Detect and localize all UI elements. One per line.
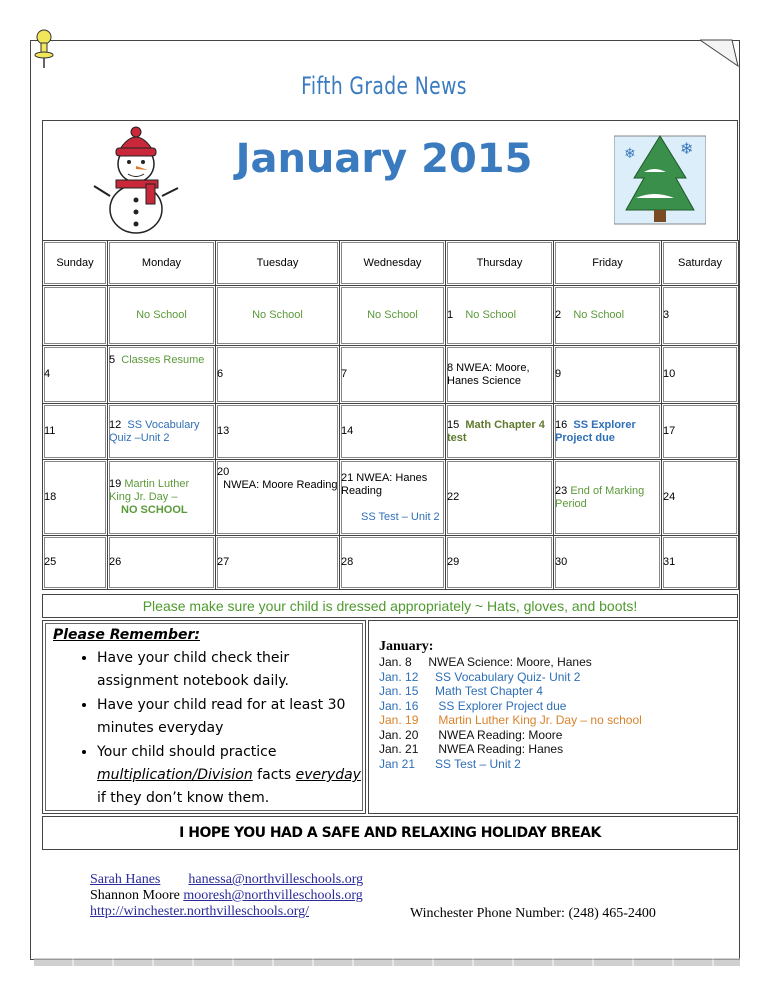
calendar-cell [446,460,554,536]
day-number: 10 [663,368,676,380]
calendar-cell [662,460,739,536]
list-item-text: facts [252,767,292,783]
event-text: 21 NWEA: Hanes Reading [341,471,428,497]
day-number: 31 [663,556,676,568]
calendar-cell [446,536,554,590]
day-number: 22 [447,491,460,503]
calendar-cell [216,404,340,460]
event-text: Martin Luther King Jr. Day – [109,478,190,503]
event-text: SS Explorer Project due [555,418,636,444]
event-item: Jan. 8 NWEA Science: Moore, Hanes [379,655,592,669]
list-item-text: if they don’t know them. [97,790,270,806]
teacher-name: Shannon Moore [90,888,180,903]
email-link[interactable]: mooresh@northvilleschools.org [183,888,363,903]
pushpin-icon [33,28,55,70]
day-number: 11 [44,425,56,437]
day-number: 5 [109,354,116,366]
day-header: Thursday [446,241,554,286]
calendar-week [43,536,739,590]
day-number: 7 [341,368,348,380]
calendar-week [43,404,739,460]
day-number: 14 [341,425,354,437]
event-text: No School [252,309,303,321]
event-text: Classes Resume [121,354,205,366]
calendar-week [43,460,739,536]
calendar-cell [216,460,340,536]
calendar-cell [446,346,554,404]
calendar-cell [340,404,446,460]
day-number: 15 [447,418,460,431]
teacher-name-link[interactable]: Sarah Hanes [90,872,161,887]
calendar-cell [43,286,108,346]
emphasis-text: everyday [295,767,361,783]
calendar-cell [216,536,340,590]
event-item: Jan. 16 SS Explorer Project due [379,698,567,713]
event-text: NO SCHOOL [121,504,188,516]
day-number: 16 [555,418,568,431]
calendar-cell [662,536,739,590]
day-number: 6 [217,368,224,380]
event-text: No School [573,309,625,321]
month-title: January 2015 [235,136,533,182]
svg-text:❄: ❄ [624,145,636,161]
event-text: No School [136,309,187,321]
event-text: 8 NWEA: Moore, Hanes Science [447,361,530,387]
event-item: Jan. 19 Martin Luther King Jr. Day – no school [379,713,642,727]
day-number: 18 [44,491,57,503]
event-text: No School [367,309,418,321]
day-number: 12 [109,418,122,431]
calendar-cell [554,286,662,346]
day-number: 23 [555,484,568,497]
calendar-cell [43,404,108,460]
event-text: SS Vocabulary Quiz –Unit 2 [109,418,200,444]
calendar-cell [108,286,216,346]
calendar-cell [43,536,108,590]
event-text: End of Marking Period [555,484,645,510]
january-events-box [368,620,738,814]
calendar-cell [662,346,739,404]
list-item: • Have your child read for at least 30 minutes everyday [97,694,365,740]
calendar-cell [554,346,662,404]
day-number: 13 [217,425,230,437]
calendar-cell [43,346,108,404]
holiday-banner: I HOPE YOU HAD A SAFE AND RELAXING HOLIDAY BREAK [42,816,738,850]
remember-list [43,647,365,810]
event-text: Math Chapter 4 test [447,418,545,444]
day-number: 28 [341,556,354,568]
remember-heading: Please Remember: [53,627,200,643]
list-item-text: Your child should practice [97,744,277,760]
event-list [369,655,737,771]
day-header: Monday [108,241,216,286]
calendar-header-row [43,241,739,286]
day-number: 24 [663,491,676,503]
event-text: SS Test – Unit 2 [361,510,440,523]
event-text: No School [465,309,517,321]
day-number: 20 [217,466,230,478]
calendar-cell [43,460,108,536]
calendar-cell [108,536,216,590]
event-item: Jan. 20 NWEA Reading: Moore [379,727,563,742]
event-item: Jan. 21 NWEA Reading: Hanes [379,742,564,756]
list-item [97,741,365,810]
day-number: 25 [44,556,57,568]
calendar-cell [446,404,554,460]
calendar-cell [554,460,662,536]
calendar-cell [340,536,446,590]
emphasis-text: multiplication/Division [97,767,253,783]
day-number: 1 [447,309,454,321]
calendar-cell [340,346,446,404]
day-header: Friday [554,241,662,286]
calendar-cell [108,346,216,404]
day-header: Saturday [662,241,739,286]
event-item: Jan. 12 SS Vocabulary Quiz- Unit 2 [379,669,581,684]
calendar-cell [446,286,554,346]
page-shadow [34,958,740,966]
calendar-cell [216,286,340,346]
calendar-cell [662,286,739,346]
day-number: 29 [447,556,460,568]
event-text: NWEA: Moore Reading [223,479,338,491]
calendar-table [42,240,739,590]
day-number: 27 [217,556,230,568]
list-item: • Have your child check their assignment notebook daily. [97,647,365,693]
newsletter-title: Fifth Grade News [301,72,467,100]
day-number: 19 [109,478,122,490]
day-number: 9 [555,368,562,380]
calendar-cell [108,460,216,536]
event-item: Jan. 15 Math Test Chapter 4 [379,684,543,698]
day-number: 3 [663,309,670,321]
day-header: Wednesday [340,241,446,286]
day-number: 2 [555,309,562,321]
snowy-tree-icon [614,132,706,228]
day-header: Sunday [43,241,108,286]
calendar-cell [340,460,446,536]
calendar-cell [554,536,662,590]
day-header: Tuesday [216,241,340,286]
day-number: 30 [555,556,568,568]
remember-box [42,620,366,814]
email-link[interactable]: hanessa@northvilleschools.org [188,872,364,887]
day-number: 17 [663,425,676,437]
january-heading: January: [379,639,434,654]
contact-info [90,872,363,920]
calendar-cell [662,404,739,460]
calendar-cell [108,404,216,460]
day-number: 4 [44,368,51,380]
calendar-week [43,286,739,346]
phone-number: Winchester Phone Number: (248) 465-2400 [410,906,656,921]
calendar-week [43,346,739,404]
calendar-cell [216,346,340,404]
website-link[interactable]: http://winchester.northvilleschools.org/ [90,904,310,919]
calendar-cell [340,286,446,346]
dress-reminder: Please make sure your child is dressed appropriately ~ Hats, gloves, and boots! [42,594,738,618]
event-item: Jan 21 SS Test – Unit 2 [379,756,521,771]
calendar-cell [554,404,662,460]
page-curl-icon [700,38,740,68]
day-number: 26 [109,556,122,568]
svg-text:❄: ❄ [680,141,694,158]
